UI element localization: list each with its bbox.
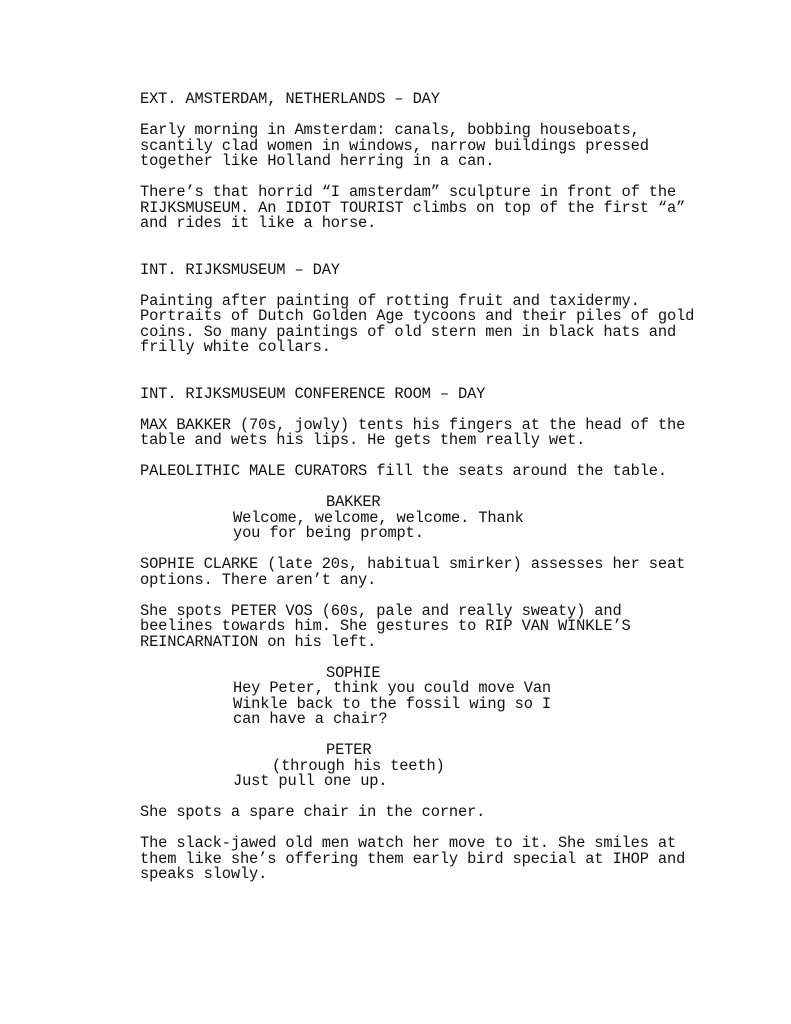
dialogue-line: Hey Peter, think you could move Van (233, 679, 552, 697)
action-block (140, 805, 710, 821)
action-line: The slack-jawed old men watch her move to it. She smiles at (140, 834, 677, 852)
action-block (140, 123, 710, 170)
action-line: Painting after painting of rotting fruit and taxidermy. (140, 291, 640, 310)
dialogue-line: can have a chair? (233, 710, 388, 728)
character-name: PETER (326, 741, 372, 759)
dialogue-line: you for being prompt. (233, 524, 424, 542)
action-line: beelines towards him. She gestures to RIP VAN WINKLE’S (140, 617, 631, 635)
action-line: coins. So many paintings of old stern men in black hats and (140, 322, 677, 341)
action-line: scantily clad women in windows, narrow buildings pressed (140, 136, 649, 155)
action-line: Portraits of Dutch Golden Age tycoons and their piles of gold (140, 307, 695, 325)
scene-heading: EXT. AMSTERDAM, NETHERLANDS – DAY (140, 90, 440, 108)
scene-heading: INT. RIJKSMUSEUM – DAY (140, 260, 340, 279)
action-line: She spots a spare chair in the corner. (140, 803, 486, 821)
action-block (140, 836, 710, 883)
action-line: SOPHIE CLARKE (late 20s, habitual smirker) assesses her seat (140, 555, 686, 573)
action-line: RIJKSMUSEUM. An IDIOT TOURIST climbs on top of the first “a” (140, 198, 686, 217)
action-line: Early morning in Amsterdam: canals, bobbing houseboats, (140, 121, 640, 139)
action-line: PALEOLITHIC MALE CURATORS fill the seats around the table. (140, 462, 667, 480)
dialogue-block (140, 743, 710, 790)
action-block (140, 601, 710, 651)
action-block (140, 415, 710, 449)
dialogue-line: Welcome, welcome, welcome. Thank (233, 508, 524, 527)
dialogue-block (140, 663, 710, 728)
action-line: and rides it like a horse. (140, 214, 377, 232)
spacer (140, 356, 710, 387)
dialogue-line: Just pull one up. (233, 772, 388, 790)
spacer (140, 232, 710, 263)
dialogue-block (140, 495, 710, 542)
action-line: There’s that horrid “I amsterdam” sculpture in front of the (140, 183, 677, 201)
action-line: speaks slowly. (140, 865, 268, 883)
action-block (140, 557, 710, 588)
scene-heading: INT. RIJKSMUSEUM CONFERENCE ROOM – DAY (140, 384, 486, 403)
action-line: frilly white collars. (140, 338, 331, 356)
character-name: SOPHIE (326, 663, 381, 682)
action-line: together like Holland herring in a can. (140, 152, 495, 170)
parenthetical: (through his teeth) (272, 756, 445, 775)
action-line: table and wets his lips. He gets them really wet. (140, 431, 586, 449)
character-name: BAKKER (326, 493, 381, 511)
spacer (140, 728, 710, 744)
action-line: REINCARNATION on his left. (140, 632, 377, 651)
spacer (140, 480, 710, 496)
action-line: options. There aren’t any. (140, 570, 377, 589)
spacer (140, 650, 710, 666)
action-block (140, 291, 710, 356)
screenplay-body (140, 92, 710, 883)
action-block (140, 185, 710, 232)
action-line: MAX BAKKER (70s, jowly) tents his fingers at the head of the (140, 415, 686, 434)
action-block (140, 464, 710, 480)
action-line: them like she’s offering them early bird special at IHOP and (140, 849, 686, 868)
dialogue-line: Winkle back to the fossil wing so I (233, 694, 552, 713)
action-line: She spots PETER VOS (60s, pale and really sweaty) and (140, 601, 622, 620)
